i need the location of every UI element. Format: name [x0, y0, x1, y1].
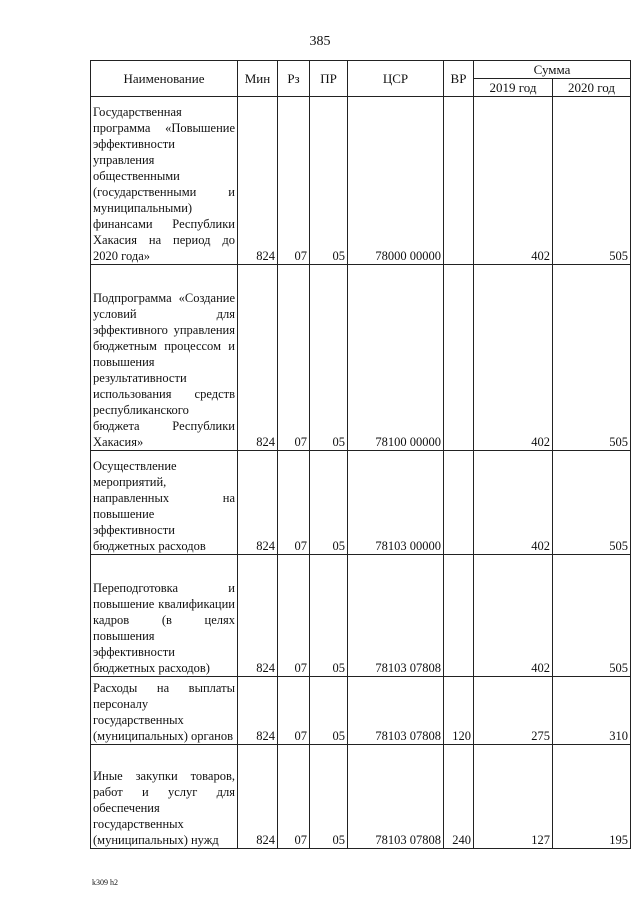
- row-csr: 78103 07808: [348, 677, 444, 745]
- row-sum-2020: 505: [553, 97, 631, 265]
- row-vr: [444, 97, 474, 265]
- table-body: [91, 97, 631, 849]
- row-pr: 05: [310, 745, 348, 849]
- row-pr: 05: [310, 555, 348, 677]
- row-pr: 05: [310, 677, 348, 745]
- row-sum-2020: 505: [553, 265, 631, 451]
- table-row: [91, 97, 631, 265]
- row-sum-2020: 195: [553, 745, 631, 849]
- row-sum-2020: 505: [553, 555, 631, 677]
- row-csr: 78000 00000: [348, 97, 444, 265]
- row-vr: 120: [444, 677, 474, 745]
- header-year-2020: 2020 год: [553, 79, 631, 97]
- table-row: [91, 265, 631, 451]
- row-csr: 78103 07808: [348, 745, 444, 849]
- row-name: Иные закупки товаров, работ и услуг для обеспечения государственных (муниципальных) нужд: [91, 745, 238, 849]
- budget-table: [90, 60, 631, 849]
- row-min: 824: [238, 677, 278, 745]
- row-name: Переподготовка и повышение квалификации кадров (в целях повышения эффективности бюджетных расходов): [91, 555, 238, 677]
- row-min: 824: [238, 97, 278, 265]
- row-min: 824: [238, 265, 278, 451]
- row-min: 824: [238, 451, 278, 555]
- header-csr: ЦСР: [348, 61, 444, 97]
- header-year-2019: 2019 год: [474, 79, 553, 97]
- row-sum-2019: 402: [474, 97, 553, 265]
- row-rz: 07: [278, 555, 310, 677]
- header-name: Наименование: [91, 61, 238, 97]
- row-vr: [444, 265, 474, 451]
- row-name: Расходы на выплаты персоналу государственных (муниципальных) органов: [91, 677, 238, 745]
- row-name: Подпрограмма «Создание условий для эффективного управления бюджетным процессом и повышения результативности использования средств республиканского бюджета Республики Хакасия»: [91, 265, 238, 451]
- row-rz: 07: [278, 97, 310, 265]
- row-vr: 240: [444, 745, 474, 849]
- row-pr: 05: [310, 97, 348, 265]
- header-min: Мин: [238, 61, 278, 97]
- row-sum-2019: 127: [474, 745, 553, 849]
- footer-code: k309 h2: [92, 878, 118, 887]
- row-sum-2019: 402: [474, 451, 553, 555]
- row-csr: 78103 07808: [348, 555, 444, 677]
- row-vr: [444, 451, 474, 555]
- row-min: 824: [238, 555, 278, 677]
- row-sum-2020: 505: [553, 451, 631, 555]
- row-pr: 05: [310, 265, 348, 451]
- row-csr: 78103 00000: [348, 451, 444, 555]
- table-header-row: [91, 61, 631, 79]
- row-rz: 07: [278, 451, 310, 555]
- header-pr: ПР: [310, 61, 348, 97]
- table-row: [91, 555, 631, 677]
- table-row: [91, 745, 631, 849]
- row-sum-2019: 402: [474, 265, 553, 451]
- row-pr: 05: [310, 451, 348, 555]
- header-rz: Рз: [278, 61, 310, 97]
- header-vr: ВР: [444, 61, 474, 97]
- row-sum-2020: 310: [553, 677, 631, 745]
- row-name: Государственная программа «Повышение эффективности управления общественными (государственными и муниципальными) финансами Республики Хакасия на период до 2020 года»: [91, 97, 238, 265]
- page-number: 385: [309, 34, 331, 49]
- row-sum-2019: 275: [474, 677, 553, 745]
- row-name: Осуществление мероприятий, направленных на повышение эффективности бюджетных расходов: [91, 451, 238, 555]
- row-csr: 78100 00000: [348, 265, 444, 451]
- header-sum: Сумма: [474, 61, 631, 79]
- row-sum-2019: 402: [474, 555, 553, 677]
- row-vr: [444, 555, 474, 677]
- table-row: [91, 451, 631, 555]
- row-min: 824: [238, 745, 278, 849]
- row-rz: 07: [278, 265, 310, 451]
- row-rz: 07: [278, 745, 310, 849]
- row-rz: 07: [278, 677, 310, 745]
- table-row: [91, 677, 631, 745]
